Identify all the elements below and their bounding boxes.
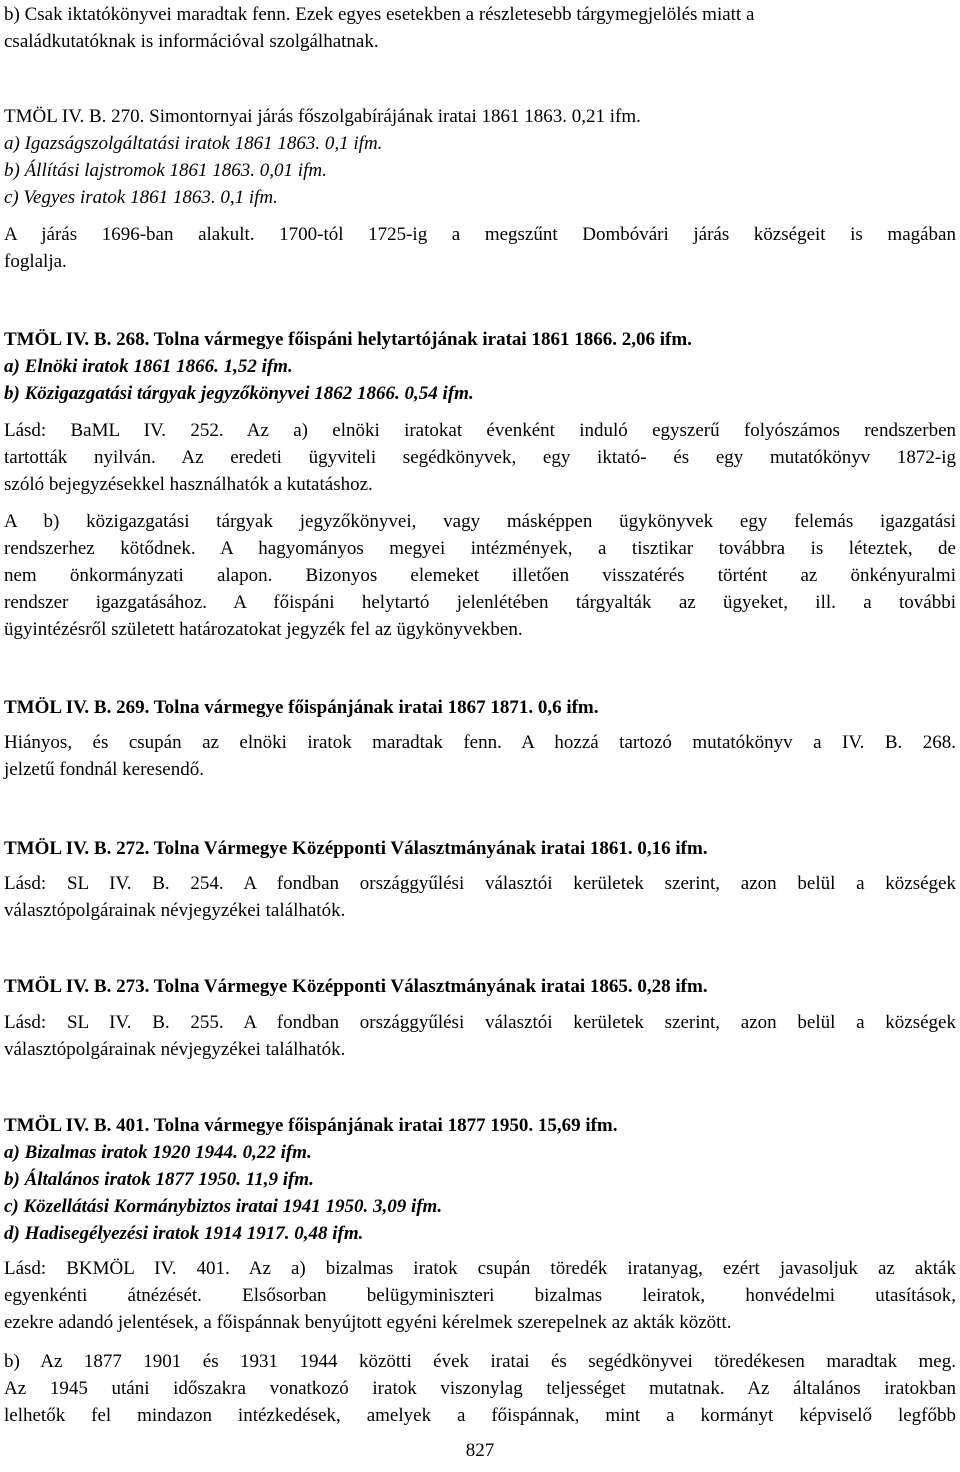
fond-270-subseries-b: b) Állítási lajstromok 1861 1863. 0,01 ifm. xyxy=(4,160,327,181)
fond-269-description: jelzetű fondnál keresendő. xyxy=(4,759,204,780)
fond-268-title: TMÖL IV. B. 268. Tolna vármegye főispáni helytartójának iratai 1861 1866. 2,06 ifm. xyxy=(4,329,692,350)
fond-401-subseries-b: b) Általános iratok 1877 1950. 11,9 ifm. xyxy=(4,1169,314,1190)
fond-268-subseries-a: a) Elnöki iratok 1861 1866. 1,52 ifm. xyxy=(4,356,293,377)
fond-270-description: foglalja. xyxy=(4,251,67,272)
fond-270-subseries-c: c) Vegyes iratok 1861 1863. 0,1 ifm. xyxy=(4,187,278,208)
fond-269-title: TMÖL IV. B. 269. Tolna vármegye főispánjának iratai 1867 1871. 0,6 ifm. xyxy=(4,697,599,718)
fond-268-subseries-b: b) Közigazgatási tárgyak jegyzőkönyvei 1862 1866. 0,54 ifm. xyxy=(4,383,474,404)
fond-273-title: TMÖL IV. B. 273. Tolna Vármegye Középponti Választmányának iratai 1865. 0,28 ifm. xyxy=(4,976,708,997)
fond-270-description: A járás 1696-ban alakult. 1700-tól 1725-ig a megszűnt Dombóvári járás községeit is magában xyxy=(4,224,956,245)
fond-268-paragraph: szóló bejegyzésekkel használhatók a kutatáshoz. xyxy=(4,474,373,495)
fond-401-paragraph: Az 1945 utáni időszakra vonatkozó iratok viszonylag teljességet mutatnak. Az általános iratokban xyxy=(4,1378,956,1399)
fond-401-subseries-a: a) Bizalmas iratok 1920 1944. 0,22 ifm. xyxy=(4,1142,312,1163)
fond-401-paragraph: ezekre adandó jelentések, a főispánnak benyújtott egyéni kérelmek szerepelnek az akták között. xyxy=(4,1312,732,1333)
fond-268-paragraph: rendszerhez kötődnek. A hagyományos megyei intézmények, a tisztikar továbbra is léteztek, de xyxy=(4,538,956,559)
fond-401-subseries-d: d) Hadisegélyezési iratok 1914 1917. 0,48 ifm. xyxy=(4,1223,364,1244)
fond-270-subseries-a: a) Igazságszolgáltatási iratok 1861 1863. 0,1 ifm. xyxy=(4,133,383,154)
fond-268-paragraph: nem önkormányzati alapon. Bizonyos elemeket illetően visszatérés történt az önkényuralmi xyxy=(4,565,956,586)
fond-401-subseries-c: c) Közellátási Kormánybiztos iratai 1941 1950. 3,09 ifm. xyxy=(4,1196,443,1217)
fond-273-description: Lásd: SL IV. B. 255. A fondban országgyűlési választói kerületek szerint, azon belül a községek xyxy=(4,1012,956,1033)
fond-272-description: választópolgárainak névjegyzékei találhatók. xyxy=(4,900,346,921)
fond-401-paragraph: lelhetők fel mindazon intézkedések, amelyek a főispánnak, mint a kormányt képviselő legfőbb xyxy=(4,1405,956,1426)
fond-401-title: TMÖL IV. B. 401. Tolna vármegye főispánjának iratai 1877 1950. 15,69 ifm. xyxy=(4,1115,618,1136)
fond-268-paragraph: tartották nyilván. Az eredeti ügyviteli segédkönyvek, egy iktató- és egy mutatókönyv 1872-ig xyxy=(4,447,956,468)
fond-272-title: TMÖL IV. B. 272. Tolna Vármegye Középponti Választmányának iratai 1861. 0,16 ifm. xyxy=(4,838,708,859)
fond-268-paragraph: rendszer igazgatásához. A főispáni helytartó jelenlétében tárgyalták az ügyeket, ill. a további xyxy=(4,592,956,613)
page-number: 827 xyxy=(465,1440,495,1461)
fond-268-paragraph: A b) közigazgatási tárgyak jegyzőkönyvei, vagy másképpen ügykönyvek egy felemás igazgatási xyxy=(4,511,956,532)
fond-268-paragraph: ügyintézésről született határozatokat jegyzék fel az ügykönyvekben. xyxy=(4,619,523,640)
fond-401-paragraph: b) Az 1877 1901 és 1931 1944 közötti évek iratai és segédkönyvei töredékesen maradtak meg. xyxy=(4,1351,956,1372)
fond-269-description: Hiányos, és csupán az elnöki iratok maradtak fenn. A hozzá tartozó mutatókönyv a IV. B. 268. xyxy=(4,732,956,753)
fond-270-title: TMÖL IV. B. 270. Simontornyai járás főszolgabírájának iratai 1861 1863. 0,21 ifm. xyxy=(4,106,641,127)
fond-273-description: választópolgárainak névjegyzékei találhatók. xyxy=(4,1039,346,1060)
fond-272-description: Lásd: SL IV. B. 254. A fondban országgyűlési választói kerületek szerint, azon belül a községek xyxy=(4,873,956,894)
fond-401-paragraph: egyenkénti átnézését. Elsősorban belügyminiszteri bizalmas leiratok, honvédelmi utasítások, xyxy=(4,1285,956,1306)
fond-401-paragraph: Lásd: BKMÖL IV. 401. Az a) bizalmas iratok csupán töredék iratanyag, ezért javasoljuk az akták xyxy=(4,1258,956,1279)
fond-268-paragraph: Lásd: BaML IV. 252. Az a) elnöki iratokat évenként induló egyszerű folyószámos rendszerben xyxy=(4,420,956,441)
intro-line: családkutatóknak is információval szolgálhatnak. xyxy=(4,31,379,52)
intro-line: b) Csak iktatókönyvei maradtak fenn. Ezek egyes esetekben a részletesebb tárgymegjelölés miatt a xyxy=(4,4,755,25)
